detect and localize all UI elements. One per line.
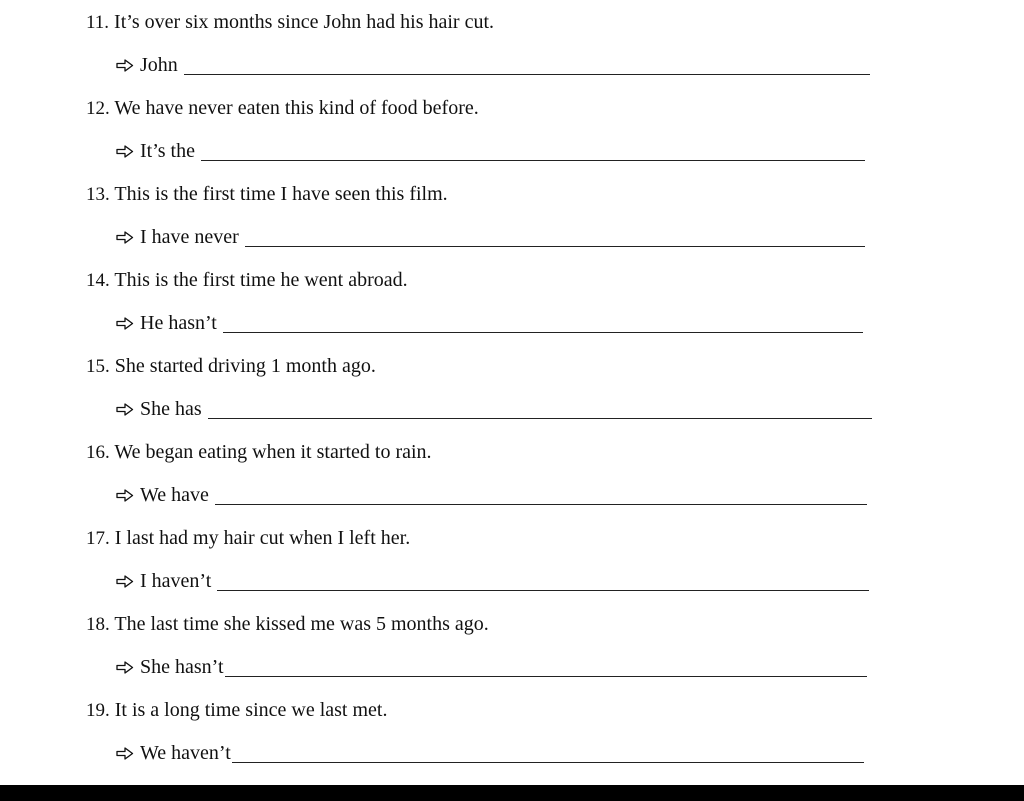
question-text	[86, 182, 448, 207]
answer-line	[116, 225, 865, 251]
answer-line	[116, 483, 867, 509]
answer-stem: She has	[140, 398, 202, 420]
answer-blank[interactable]	[215, 483, 867, 505]
question-sentence: She started driving 1 month ago.	[114, 355, 376, 377]
question-number: 14.	[86, 270, 110, 291]
question-sentence: We began eating when it started to rain.	[114, 441, 432, 463]
answer-stem: He hasn’t	[140, 312, 217, 334]
outline-right-arrow-icon	[116, 139, 134, 163]
answer-blank[interactable]	[223, 311, 863, 333]
outline-right-arrow-icon	[116, 483, 134, 507]
question-sentence: It is a long time since we last met.	[114, 699, 388, 721]
answer-stem: We have	[140, 484, 209, 506]
question-text	[86, 10, 494, 35]
question-text	[86, 96, 479, 121]
outline-right-arrow-icon	[116, 311, 134, 335]
question-number: 15.	[86, 356, 110, 377]
question-sentence: This is the first time he went abroad.	[114, 269, 408, 291]
outline-right-arrow-icon	[116, 741, 134, 765]
outline-right-arrow-icon	[116, 655, 134, 679]
question-number: 11.	[86, 12, 110, 33]
answer-stem: I have never	[140, 226, 239, 248]
answer-stem: I haven’t	[140, 570, 212, 592]
question-text	[86, 698, 387, 723]
question-text	[86, 526, 410, 551]
answer-stem: John	[140, 54, 178, 76]
outline-right-arrow-icon	[116, 569, 134, 593]
answer-stem: It’s the	[140, 140, 195, 162]
answer-line	[116, 139, 865, 165]
answer-line	[116, 741, 864, 767]
question-sentence: It’s over six months since John had his hair cut.	[114, 11, 494, 33]
question-text	[86, 440, 432, 465]
answer-blank[interactable]	[232, 741, 864, 763]
question-sentence: This is the first time I have seen this film.	[114, 183, 448, 205]
question-number: 16.	[86, 442, 110, 463]
question-number: 13.	[86, 184, 110, 205]
answer-line	[116, 53, 870, 79]
answer-line	[116, 655, 867, 681]
question-number: 17.	[86, 528, 110, 549]
answer-blank[interactable]	[225, 655, 867, 677]
question-number: 18.	[86, 614, 110, 635]
outline-right-arrow-icon	[116, 225, 134, 249]
question-sentence: The last time she kissed me was 5 months ago.	[114, 613, 489, 635]
answer-line	[116, 569, 869, 595]
question-sentence: We have never eaten this kind of food before.	[114, 97, 479, 119]
answer-line	[116, 311, 863, 337]
outline-right-arrow-icon	[116, 53, 134, 77]
answer-stem: She hasn’t	[140, 656, 224, 678]
answer-blank[interactable]	[217, 569, 869, 591]
question-number: 19.	[86, 700, 110, 721]
answer-blank[interactable]	[208, 397, 872, 419]
question-sentence: I last had my hair cut when I left her.	[114, 527, 411, 549]
answer-line	[116, 397, 872, 423]
question-text	[86, 268, 408, 293]
answer-blank[interactable]	[245, 225, 865, 247]
outline-right-arrow-icon	[116, 397, 134, 421]
bottom-black-bar	[0, 785, 1024, 801]
answer-stem: We haven’t	[140, 742, 231, 764]
answer-blank[interactable]	[201, 139, 865, 161]
question-text	[86, 612, 489, 637]
question-text	[86, 354, 376, 379]
answer-blank[interactable]	[184, 53, 870, 75]
question-number: 12.	[86, 98, 110, 119]
